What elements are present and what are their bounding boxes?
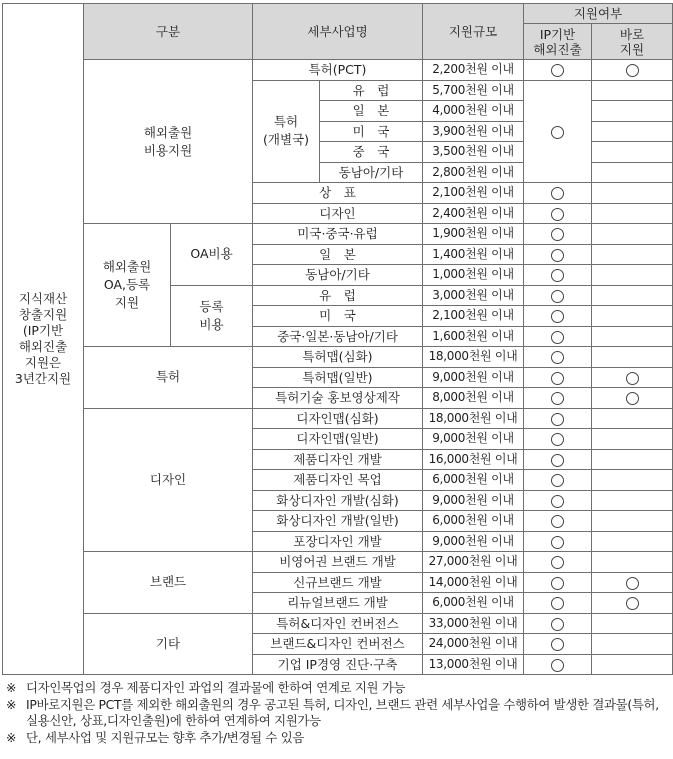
row-amount: 3,900천원 이내 (423, 121, 524, 142)
circle-icon (551, 249, 564, 262)
row-name: 디자인맵(심화) (253, 408, 423, 429)
row-name: 리뉴얼브랜드 개발 (253, 593, 423, 614)
direct-mark (592, 142, 673, 163)
direct-mark (592, 634, 673, 655)
notes (6, 680, 666, 746)
circle-icon (551, 556, 564, 569)
ip-based-mark (524, 265, 592, 286)
note-item (6, 697, 666, 730)
direct-mark (592, 470, 673, 491)
header-project-name: 세부사업명 (253, 4, 423, 60)
direct-mark (592, 593, 673, 614)
ip-based-mark (524, 613, 592, 634)
note-item (6, 730, 666, 747)
direct-mark (592, 511, 673, 532)
note-text: 디자인목업의 경우 제품디자인 과업의 결과물에 한하여 연계로 지원 가능 (26, 680, 406, 695)
support-table (2, 3, 673, 675)
row-name: 중국·일본·동남아/기타 (253, 326, 423, 347)
ip-based-mark (524, 306, 592, 327)
ip-based-mark (524, 347, 592, 368)
row-amount: 3,500천원 이내 (423, 142, 524, 163)
row-amount: 13,000천원 이내 (423, 654, 524, 675)
circle-icon (551, 413, 564, 426)
group-patent-individual-country: 특허 (개별국) (253, 80, 320, 183)
row-name: 특허맵(심화) (253, 347, 423, 368)
note-mark: ※ (6, 696, 17, 712)
group-patent: 특허 (84, 347, 253, 409)
direct-mark (592, 367, 673, 388)
row-name: 특허기술 홍보영상제작 (253, 388, 423, 409)
direct-mark (592, 449, 673, 470)
ip-based-mark (524, 511, 592, 532)
ip-based-mark (524, 285, 592, 306)
row-name: 특허&디자인 컨버전스 (253, 613, 423, 634)
circle-icon (551, 638, 564, 651)
circle-icon (551, 597, 564, 610)
direct-mark (592, 613, 673, 634)
row-name: 미 국 (320, 121, 423, 142)
row-amount: 6,000천원 이내 (423, 470, 524, 491)
group-oa-cost: OA비용 (171, 224, 253, 286)
circle-icon (551, 433, 564, 446)
direct-mark (592, 388, 673, 409)
direct-mark (592, 347, 673, 368)
circle-icon (551, 351, 564, 364)
row-amount: 33,000천원 이내 (423, 613, 524, 634)
direct-mark (592, 429, 673, 450)
row-amount: 9,000천원 이내 (423, 531, 524, 552)
row-amount: 1,400천원 이내 (423, 244, 524, 265)
ip-based-mark (524, 408, 592, 429)
circle-icon (626, 372, 639, 385)
direct-mark (592, 552, 673, 573)
row-name: 신규브랜드 개발 (253, 572, 423, 593)
direct-mark (592, 654, 673, 675)
note-text: IP바로지원은 PCT를 제외한 해외출원의 경우 공고된 특허, 디자인, 브랜드 관련 세부사업을 수행하여 발생한 결과물(특허, 실용신안, 상표,디자인출원)에 한하여 연계하여 지원가능 (26, 696, 659, 728)
row-name: 동남아/기타 (320, 162, 423, 183)
circle-icon (551, 290, 564, 303)
row-amount: 16,000천원 이내 (423, 449, 524, 470)
circle-icon (551, 372, 564, 385)
row-amount: 14,000천원 이내 (423, 572, 524, 593)
row-amount: 2,400천원 이내 (423, 203, 524, 224)
row-amount: 1,600천원 이내 (423, 326, 524, 347)
circle-icon (551, 126, 564, 139)
ip-based-mark (524, 429, 592, 450)
circle-icon (551, 208, 564, 221)
ip-based-mark (524, 203, 592, 224)
row-amount: 27,000천원 이내 (423, 552, 524, 573)
direct-mark (592, 101, 673, 122)
row-name: 일 본 (253, 244, 423, 265)
note-mark: ※ (6, 729, 17, 745)
row-name: 제품디자인 목업 (253, 470, 423, 491)
ip-based-mark (524, 449, 592, 470)
ip-based-mark (524, 490, 592, 511)
ip-based-mark (524, 634, 592, 655)
direct-mark (592, 183, 673, 204)
ip-based-mark (524, 60, 592, 81)
row-amount: 8,000천원 이내 (423, 388, 524, 409)
row-amount: 3,000천원 이내 (423, 285, 524, 306)
header-direct: 바로 지원 (592, 24, 673, 60)
group-brand: 브랜드 (84, 552, 253, 614)
row-amount: 5,700천원 이내 (423, 80, 524, 101)
row-name: 비영어권 브랜드 개발 (253, 552, 423, 573)
circle-icon (551, 536, 564, 549)
row-name: 디자인맵(일반) (253, 429, 423, 450)
row-amount: 9,000천원 이내 (423, 367, 524, 388)
row-name: 유 럽 (253, 285, 423, 306)
row-name: 미국·중국·유럽 (253, 224, 423, 245)
direct-mark (592, 121, 673, 142)
circle-icon (551, 495, 564, 508)
circle-icon (551, 618, 564, 631)
ip-based-mark (524, 552, 592, 573)
row-amount: 4,000천원 이내 (423, 101, 524, 122)
direct-mark (592, 224, 673, 245)
circle-icon (551, 659, 564, 672)
ip-based-mark (524, 244, 592, 265)
note-text: 단, 세부사업 및 지원규모는 향후 추가/변경될 수 있음 (26, 729, 305, 745)
row-amount: 1,000천원 이내 (423, 265, 524, 286)
ip-based-mark (524, 367, 592, 388)
group-overseas-oa-reg: 해외출원 OA,등록 지원 (84, 224, 171, 347)
row-amount: 2,100천원 이내 (423, 306, 524, 327)
circle-icon (551, 269, 564, 282)
circle-icon (551, 64, 564, 77)
circle-icon (551, 515, 564, 528)
header-support-scale: 지원규모 (423, 4, 524, 60)
row-amount: 2,100천원 이내 (423, 183, 524, 204)
direct-mark (592, 162, 673, 183)
row-name: 일 본 (320, 101, 423, 122)
ip-based-mark (524, 654, 592, 675)
row-name: 브랜드&디자인 컨버전스 (253, 634, 423, 655)
ip-based-mark (524, 183, 592, 204)
circle-icon (551, 310, 564, 323)
row-name: 제품디자인 개발 (253, 449, 423, 470)
row-amount: 6,000천원 이내 (423, 593, 524, 614)
row-name: 상 표 (253, 183, 423, 204)
note-mark: ※ (6, 680, 17, 695)
header-category: 구분 (84, 4, 253, 60)
ip-based-mark (524, 80, 592, 183)
ip-based-mark (524, 224, 592, 245)
direct-mark (592, 306, 673, 327)
ip-based-mark (524, 388, 592, 409)
direct-mark (592, 203, 673, 224)
row-amount: 2,200천원 이내 (423, 60, 524, 81)
direct-mark (592, 265, 673, 286)
circle-icon (626, 64, 639, 77)
circle-icon (626, 392, 639, 405)
row-amount: 2,800천원 이내 (423, 162, 524, 183)
ip-based-mark (524, 470, 592, 491)
row-amount: 24,000천원 이내 (423, 634, 524, 655)
direct-mark (592, 408, 673, 429)
row-name: 화상디자인 개발(일반) (253, 511, 423, 532)
ip-based-mark (524, 531, 592, 552)
header-ip-based: IP기반 해외진출 (524, 24, 592, 60)
group-registration-cost: 등록 비용 (171, 285, 253, 347)
circle-icon (551, 454, 564, 467)
row-name: 미 국 (253, 306, 423, 327)
row-amount: 18,000천원 이내 (423, 408, 524, 429)
circle-icon (551, 331, 564, 344)
row-name: 포장디자인 개발 (253, 531, 423, 552)
circle-icon (551, 474, 564, 487)
group-overseas-filing: 해외출원 비용지원 (84, 60, 253, 224)
row-name: 유 럽 (320, 80, 423, 101)
direct-mark (592, 60, 673, 81)
circle-icon (551, 577, 564, 590)
direct-mark (592, 80, 673, 101)
group-design: 디자인 (84, 408, 253, 552)
outer-category-label: 지식재산 창출지원 (IP기반 해외진출 지원은 3년간지원 (3, 4, 84, 675)
row-name: 디자인 (253, 203, 423, 224)
circle-icon (551, 392, 564, 405)
row-name: 특허맵(일반) (253, 367, 423, 388)
row-name: 화상디자인 개발(심화) (253, 490, 423, 511)
circle-icon (551, 187, 564, 200)
direct-mark (592, 531, 673, 552)
ip-based-mark (524, 593, 592, 614)
circle-icon (551, 228, 564, 241)
note-item (6, 680, 666, 697)
direct-mark (592, 572, 673, 593)
row-amount: 6,000천원 이내 (423, 511, 524, 532)
ip-based-mark (524, 326, 592, 347)
row-amount: 1,900천원 이내 (423, 224, 524, 245)
group-other: 기타 (84, 613, 253, 675)
ip-based-mark (524, 572, 592, 593)
row-name: 동남아/기타 (253, 265, 423, 286)
row-amount: 18,000천원 이내 (423, 347, 524, 368)
direct-mark (592, 490, 673, 511)
circle-icon (626, 577, 639, 590)
row-amount: 9,000천원 이내 (423, 490, 524, 511)
circle-icon (626, 597, 639, 610)
row-name: 기업 IP경영 진단·구축 (253, 654, 423, 675)
row-name: 특허(PCT) (253, 60, 423, 81)
row-name: 중 국 (320, 142, 423, 163)
direct-mark (592, 326, 673, 347)
direct-mark (592, 244, 673, 265)
row-amount: 9,000천원 이내 (423, 429, 524, 450)
direct-mark (592, 285, 673, 306)
header-support-status: 지원여부 (524, 4, 673, 24)
